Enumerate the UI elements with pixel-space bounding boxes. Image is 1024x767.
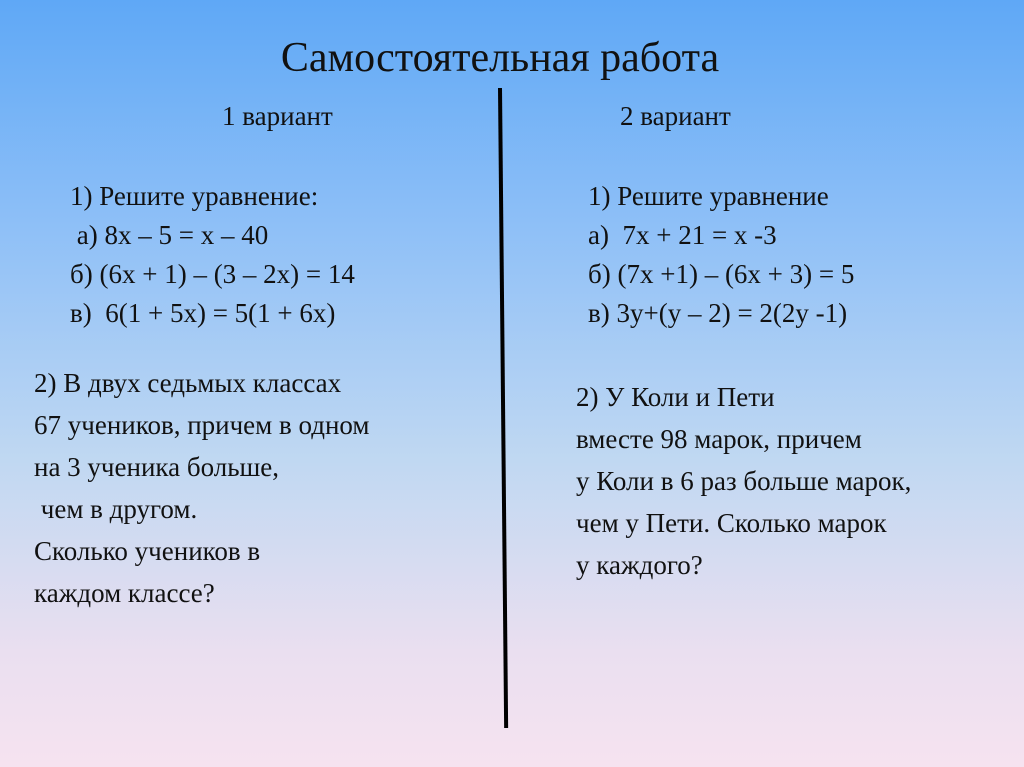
variant1-task1-item-a: а) 8х – 5 = х – 40 (70, 220, 269, 250)
variant1-task1-title: 1) Решите уравнение: (70, 181, 319, 211)
variant2-task1-item-c: в) 3у+(у – 2) = 2(2у -1) (588, 298, 848, 328)
variant2-task2-line: у Коли в 6 раз больше марок, (576, 466, 912, 496)
variant1-task2-line: каждом классе? (34, 578, 215, 608)
variant1-task2-line: 67 учеников, причем в одном (34, 410, 370, 440)
variant2-task1-title: 1) Решите уравнение (588, 181, 829, 211)
column-divider (498, 88, 508, 728)
variant2-task2-line: чем у Пети. Сколько марок (576, 508, 887, 538)
variant1-heading: 1 вариант (222, 101, 333, 131)
variant2-task2 (576, 376, 911, 586)
variant2-task1-item-a: а) 7х + 21 = х -3 (588, 220, 777, 250)
variant1-task2-line: 2) В двух седьмых классах (34, 368, 342, 398)
variant2-task2-line: 2) У Коли и Пети (576, 382, 775, 412)
variant1-task2 (34, 362, 369, 614)
slide-title: Самостоятельная работа (280, 35, 720, 81)
variant1-task2-line: на 3 ученика больше, (34, 452, 280, 482)
variant1-task2-line: Сколько учеников в (34, 536, 261, 566)
variant2-task2-line: у каждого? (576, 550, 703, 580)
variant2-task2-line: вместе 98 марок, причем (576, 424, 862, 454)
variant2-heading: 2 вариант (620, 101, 731, 131)
variant2-task1-item-b: б) (7х +1) – (6х + 3) = 5 (588, 259, 855, 289)
variant1-task2-line: чем в другом. (34, 494, 198, 524)
variant1-task1-item-c: в) 6(1 + 5х) = 5(1 + 6х) (70, 298, 336, 328)
variant2-task1 (588, 177, 854, 333)
variant1-task1 (70, 177, 355, 333)
variant1-task1-item-b: б) (6х + 1) – (3 – 2х) = 14 (70, 259, 355, 289)
